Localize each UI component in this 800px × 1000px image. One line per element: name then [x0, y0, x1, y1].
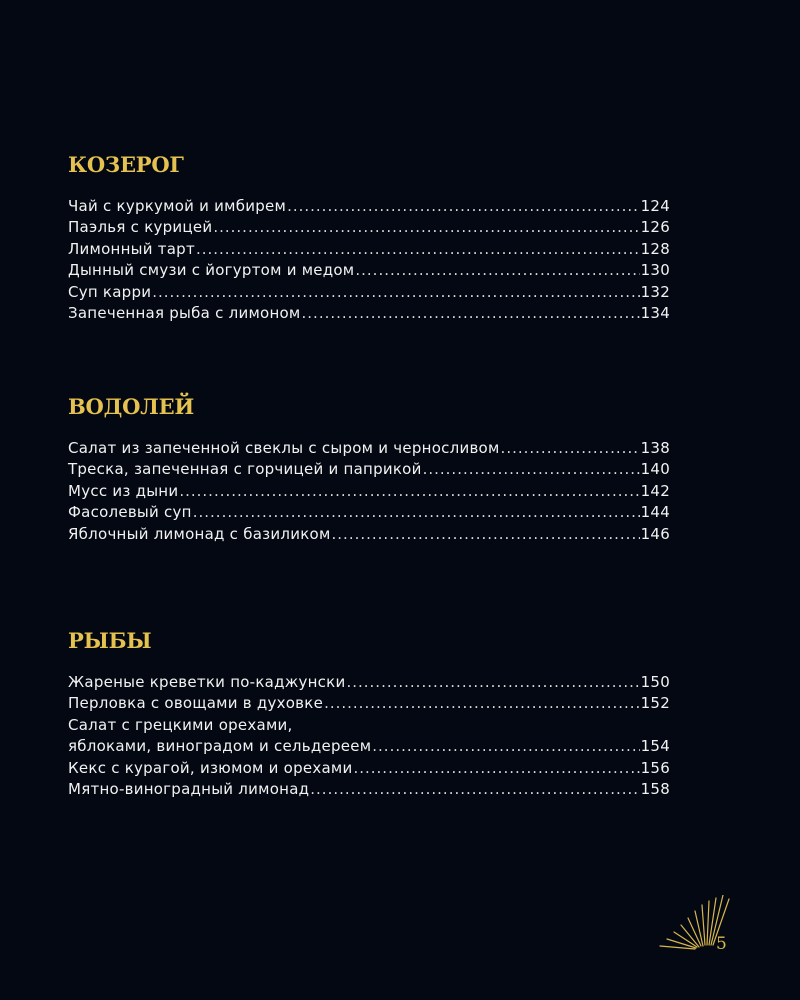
toc-entry[interactable]: [68, 239, 670, 260]
dot-leader: [179, 481, 639, 502]
section-title: РЫБЫ: [68, 628, 152, 653]
section-title: КОЗЕРОГ: [68, 152, 184, 177]
toc-entry-name: Жареные креветки по-каджунски: [68, 673, 346, 691]
toc-entry-page: 126: [640, 218, 670, 237]
dot-leader: [372, 736, 639, 757]
toc-entry[interactable]: [68, 438, 670, 459]
toc-entry[interactable]: [68, 524, 670, 545]
toc-entry[interactable]: [68, 693, 670, 714]
toc-entry[interactable]: [68, 459, 670, 480]
toc-entry-page: 146: [640, 524, 670, 543]
toc-entry[interactable]: [68, 715, 670, 736]
toc-entry-page: 132: [640, 282, 670, 301]
toc-entry-name: Дынный смузи с йогуртом и медом: [68, 261, 355, 280]
toc-entry-page: 140: [640, 460, 670, 479]
toc-entry-page: 152: [640, 694, 670, 713]
dot-leader: [302, 303, 640, 324]
toc-entry-name: Мусс из дыни: [68, 481, 179, 500]
dot-leader: [355, 260, 639, 281]
toc-entry[interactable]: [68, 502, 670, 523]
toc-entry[interactable]: [68, 481, 670, 502]
toc-entry-name: Салат из запеченной свеклы с сыром и черносливом: [68, 439, 500, 457]
toc-entry[interactable]: [68, 779, 670, 800]
toc-entry-page: 134: [640, 304, 670, 323]
toc-entry-page: 154: [640, 737, 670, 756]
toc-section-pisces: [68, 627, 670, 800]
section-title: ВОДОЛЕЙ: [68, 394, 195, 419]
toc-entry-page: 158: [640, 780, 670, 799]
toc-entry-page: 130: [640, 261, 670, 280]
dot-leader: [332, 524, 640, 545]
toc-entry[interactable]: [68, 196, 670, 217]
toc-entry-name: яблоками, виноградом и сельдереем: [68, 737, 372, 756]
toc-entry-name: Паэлья с курицей: [68, 218, 213, 237]
dot-leader: [193, 502, 640, 523]
toc-section-capricorn: [68, 151, 670, 324]
dot-leader: [353, 758, 639, 779]
dot-leader: [423, 459, 640, 480]
toc-entry-name: Треска, запеченная с горчицей и паприкой: [68, 460, 422, 479]
dot-leader: [213, 217, 639, 238]
toc-list: [68, 196, 670, 324]
toc-section-aquarius: [68, 393, 670, 545]
toc-entry[interactable]: [68, 672, 670, 693]
toc-entry-name: Лимонный тарт: [68, 239, 195, 258]
dot-leader: [501, 438, 640, 459]
dot-leader: [152, 282, 639, 303]
toc-entry[interactable]: [68, 758, 670, 779]
toc-entry-page: 142: [640, 481, 670, 500]
toc-entry-name: Яблочный лимонад с базиликом: [68, 524, 331, 543]
toc-entry-name: Фасолевый суп: [68, 503, 192, 522]
toc-entry-page: 138: [640, 439, 670, 457]
dot-leader: [310, 779, 639, 800]
toc-entry[interactable]: [68, 736, 670, 757]
toc-entry-name: Перловка с овощами в духовке: [68, 694, 324, 713]
toc-entry-page: 128: [640, 239, 670, 258]
toc-list: [68, 438, 670, 545]
sunburst-icon: [655, 895, 735, 965]
dot-leader: [324, 693, 640, 714]
toc-entry-name: Суп карри: [68, 282, 152, 301]
toc-entry-name: Кекс с курагой, изюмом и орехами: [68, 758, 353, 777]
toc-entry[interactable]: [68, 217, 670, 238]
dot-leader: [346, 672, 639, 693]
toc-entry-name: Запеченная рыба с лимоном: [68, 304, 301, 323]
toc-entry[interactable]: [68, 303, 670, 324]
toc-entry-name: Чай с куркумой и имбирем: [68, 197, 287, 215]
page-number: 5: [716, 934, 727, 954]
toc-list: [68, 672, 670, 800]
toc-entry[interactable]: [68, 282, 670, 303]
dot-leader: [287, 196, 640, 217]
toc-entry-page: 156: [640, 758, 670, 777]
toc-entry-name: Салат с грецкими орехами,: [68, 715, 293, 734]
toc-entry-page: 150: [640, 673, 670, 691]
toc-entry-name: Мятно-виноградный лимонад: [68, 780, 310, 799]
toc-entry-page: 144: [640, 503, 670, 522]
dot-leader: [196, 239, 640, 260]
toc-entry-page: 124: [640, 197, 670, 215]
toc-entry[interactable]: [68, 260, 670, 281]
